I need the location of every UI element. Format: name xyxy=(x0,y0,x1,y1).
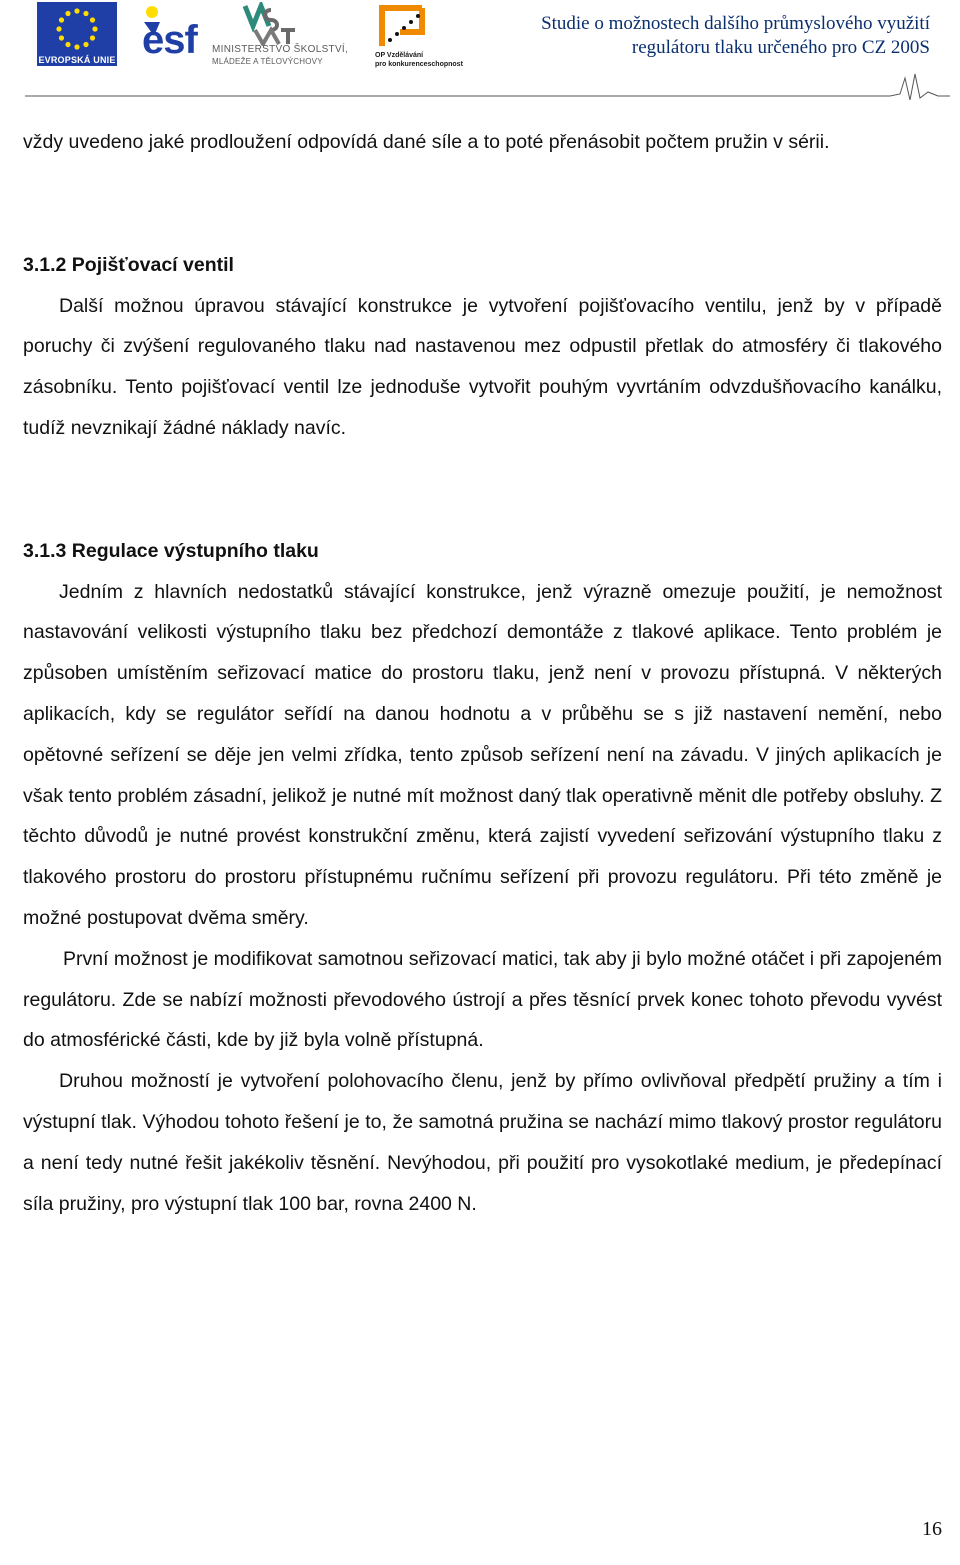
document-title-line2: regulátoru tlaku určeného pro CZ 200S xyxy=(631,37,930,58)
esf-text: esf xyxy=(142,18,197,62)
section-heading-3-1-3: 3.1.3 Regulace výstupního tlaku xyxy=(23,539,319,562)
op-vk-emblem-icon xyxy=(370,2,450,52)
msmt-emblem-icon xyxy=(205,2,355,46)
paragraph-regulace-1: Jedním z hlavních nedostatků stávající konstrukce, jenž výrazně omezuje použití, je nemožnost nastavování velikosti výstupního tlaku bez předchozí demontáže z tlakové aplikace. Tento problém je způsoben umístěním seřizovací matice do prostoru tlaku, jenž není v provozu přístupná. V některých aplikacích, kdy se regulátor seřídí na danou hodnotu a v průběhu se s již nastavení nemění, nebo opětovné seřízení se děje jen velmi zřídka, tento způsob seřízení není na závadu. V jiných aplikacích je však tento problém zásadní, jelikož je nutné mít možnost daný tlak operativně měnit dle potřeby obsluhy. Z těchto důvodů je nutné provést konstrukční změnu, která zajistí vyvedení seřizování výstupního tlaku z tlakového prostoru do prostoru přístupnému ručnímu seřízení při provozu regulátoru. Při této změně je možné postupovat dvěma směry. xyxy=(23,580,942,929)
paragraph-regulace-3: Druhou možností je vytvoření polohovacího členu, jenž by přímo ovlivňoval předpětí pružiny a tím i výstupní tlak. Výhodou tohoto řešení je to, že samotná pružina se nachází mimo tlakový prostor regulátoru a není tedy nutné řešit jakékoliv těsnění. Nevýhodou, při použití pro vysokotlaké medium, je předepínací síla pružiny, pro výstupní tlak 100 bar, rovna 2400 N. xyxy=(23,1070,942,1215)
op-caption-line2: pro konkurenceschopnost xyxy=(375,61,463,68)
header-pulse-line-icon xyxy=(0,70,960,100)
paragraph-regulace-2: První možnost je modifikovat samotnou seřizovací matici, tak aby ji bylo možné otáčet i při zapojeném regulátoru. Zde se nabízí možnosti převodového ústrojí a přes těsnící prvek konec tohoto převodu vyvést do atmosférické části, kde by již byla volně přístupná. xyxy=(23,947,942,1052)
eu-caption: EVROPSKÁ UNIE xyxy=(38,55,116,65)
msmt-caption-line1: MINISTERSTVO ŠKOLSTVÍ, xyxy=(212,44,349,55)
section-heading-3-1-2: 3.1.2 Pojišťovací ventil xyxy=(23,253,234,276)
document-title xyxy=(541,12,930,60)
msmt-caption-line2: MLÁDEŽE A TĚLOVÝCHOVY xyxy=(212,57,323,66)
intro-paragraph: vždy uvedeno jaké prodloužení odpovídá dané síle a to poté přenásobit počtem pružin v sérii. xyxy=(23,131,830,153)
op-vk-logo xyxy=(370,2,450,58)
page-header xyxy=(0,0,960,110)
page-number: 16 xyxy=(922,1518,942,1540)
op-caption-line1: OP Vzdělávání xyxy=(375,52,424,59)
eu-stars-icon xyxy=(37,2,117,56)
document-body xyxy=(23,122,942,1224)
paragraph-pojistovaci-ventil: Další možnou úpravou stávající konstrukce je vytvoření pojišťovacího ventilu, jenž by v případě poruchy či zvýšení regulovaného tlaku nad nastavenou mez odpustil přetlak do atmosféry či tlakového zásobníku. Tento pojišťovací ventil lze jednoduše vytvořit pouhým vyvrtáním odvzdušňovacího kanálku, tudíž nevznikají žádné náklady navíc. xyxy=(23,294,942,439)
document-title-line1: Studie o možnostech dalšího průmyslového využití xyxy=(541,13,930,34)
